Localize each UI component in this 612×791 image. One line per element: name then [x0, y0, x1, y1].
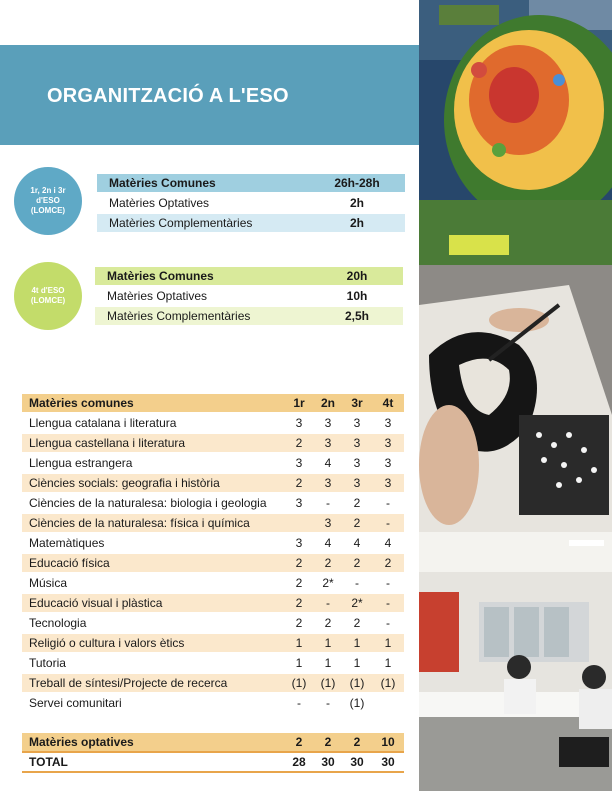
- hours-1r: 2: [295, 596, 303, 610]
- table-row: [22, 614, 404, 632]
- optatives-1r: 2: [295, 735, 303, 749]
- table-row: [22, 534, 404, 552]
- column-header-subject: Matèries comunes: [29, 396, 134, 410]
- total-label: TOTAL: [29, 755, 68, 769]
- hours-1r: -: [297, 696, 301, 710]
- hours-3r: (1): [349, 696, 365, 710]
- subject-name: Ciències de la naturalesa: física i química: [29, 516, 250, 530]
- hours-4t: -: [386, 616, 390, 630]
- hours-3r: 1: [353, 656, 361, 670]
- hours-row: [97, 214, 405, 232]
- hours-2n: 3: [324, 516, 332, 530]
- table-row: [22, 414, 404, 432]
- hours-2n: 4: [324, 536, 332, 550]
- hours-row-value: 2,5h: [344, 309, 369, 323]
- table-row: [22, 554, 404, 572]
- hours-2n: 2*: [322, 576, 334, 590]
- hours-3r: 2: [353, 496, 361, 510]
- badge-line: d'ESO: [36, 196, 60, 205]
- badge-line: 4t d'ESO: [31, 286, 65, 295]
- hours-row-label: Matèries Complementàries: [109, 216, 253, 230]
- hours-4t: 3: [384, 416, 392, 430]
- subject-name: Llengua catalana i literatura: [29, 416, 177, 430]
- hours-2n: 4: [324, 456, 332, 470]
- hours-row: [95, 307, 403, 325]
- table-row: [22, 674, 404, 692]
- table-row: [22, 494, 404, 512]
- hours-3r: 2: [353, 516, 361, 530]
- subject-name: Música: [29, 576, 68, 590]
- table-row: [22, 474, 404, 492]
- column-header-2n: 2n: [320, 396, 335, 410]
- hours-row-value: 2h: [349, 196, 364, 210]
- hours-2n: 3: [324, 416, 332, 430]
- title-banner: [0, 45, 419, 145]
- hours-1r: 1: [295, 636, 303, 650]
- total-4t: 30: [381, 755, 395, 769]
- subject-name: Educació física: [29, 556, 110, 570]
- hours-1r: 3: [295, 536, 303, 550]
- hours-2n: 1: [324, 636, 332, 650]
- cell-model-photo: [419, 0, 612, 265]
- hours-1r: 3: [295, 416, 303, 430]
- page-title: ORGANITZACIÓ A L'ESO: [47, 85, 289, 107]
- subjects-header-row: [22, 394, 404, 412]
- eso-4-badge: [14, 262, 82, 330]
- hours-3r: 1: [353, 636, 361, 650]
- hours-4t: 2: [384, 556, 392, 570]
- hours-1r: 2: [295, 556, 303, 570]
- hours-3r: 2*: [351, 596, 363, 610]
- hours-4t: 4: [384, 536, 392, 550]
- hours-3r: 2: [353, 556, 361, 570]
- drawing-photo: [419, 265, 612, 532]
- hours-row-label: Matèries Comunes: [109, 176, 216, 190]
- hours-2n: -: [326, 596, 330, 610]
- table-row: [22, 434, 404, 452]
- eso-1-3-badge: [14, 167, 82, 235]
- hours-1r: 2: [295, 616, 303, 630]
- optatives-3r: 2: [353, 735, 361, 749]
- hours-row: [97, 174, 405, 192]
- hours-1r: 2: [295, 576, 303, 590]
- hours-row: [97, 194, 405, 212]
- badge-line: (LOMCE): [30, 296, 66, 305]
- hours-2n: (1): [320, 676, 336, 690]
- hours-row-value: 20h: [346, 269, 368, 283]
- hours-1r: 2: [295, 476, 303, 490]
- table-row: [22, 514, 404, 532]
- hours-4t: -: [386, 496, 390, 510]
- column-header-3r: 3r: [351, 396, 363, 410]
- hours-row-value: 2h: [349, 216, 364, 230]
- hours-1r: 3: [295, 496, 303, 510]
- badge-line: 1r, 2n i 3r: [30, 186, 66, 195]
- table-row: [22, 594, 404, 612]
- column-header-1r: 1r: [293, 396, 305, 410]
- hours-4t: -: [386, 596, 390, 610]
- hours-2n: 1: [324, 656, 332, 670]
- table-row: [22, 454, 404, 472]
- hours-2n: 3: [324, 436, 332, 450]
- subject-name: Servei comunitari: [29, 696, 122, 710]
- optatives-row: [22, 733, 404, 751]
- hours-2n: 2: [324, 556, 332, 570]
- optatives-label: Matèries optatives: [29, 735, 134, 749]
- hours-4t: (1): [380, 676, 396, 690]
- hours-row: [95, 267, 403, 285]
- optatives-4t: 10: [381, 735, 395, 749]
- laboratory-photo: [419, 532, 612, 791]
- hours-3r: (1): [349, 676, 365, 690]
- hours-2n: 3: [324, 476, 332, 490]
- total-row: [22, 753, 404, 771]
- hours-row-value: 10h: [346, 289, 368, 303]
- hours-4t: 3: [384, 476, 392, 490]
- hours-1r: 2: [295, 436, 303, 450]
- column-header-4t: 4t: [382, 396, 394, 410]
- hours-3r: 2: [353, 616, 361, 630]
- hours-2n: -: [326, 696, 330, 710]
- hours-row-label: Matèries Complementàries: [107, 309, 251, 323]
- hours-row-label: Matèries Comunes: [107, 269, 214, 283]
- hours-1r: 1: [295, 656, 303, 670]
- subject-name: Tecnologia: [29, 616, 87, 630]
- hours-3r: 3: [353, 476, 361, 490]
- hours-3r: -: [355, 576, 359, 590]
- hours-4t: 3: [384, 436, 392, 450]
- subject-name: Religió o cultura i valors ètics: [29, 636, 185, 650]
- hours-3r: 3: [353, 416, 361, 430]
- table-row: [22, 634, 404, 652]
- optatives-2n: 2: [324, 735, 332, 749]
- total-1r: 28: [292, 755, 306, 769]
- total-3r: 30: [350, 755, 364, 769]
- hours-4t: -: [386, 576, 390, 590]
- hours-row-value: 26h-28h: [334, 176, 380, 190]
- table-row: [22, 654, 404, 672]
- table-row: [22, 574, 404, 592]
- hours-row-label: Matèries Optatives: [107, 289, 208, 303]
- subject-name: Educació visual i plàstica: [29, 596, 163, 610]
- table-row: [22, 694, 404, 712]
- hours-row-label: Matèries Optatives: [109, 196, 210, 210]
- subject-name: Treball de síntesi/Projecte de recerca: [29, 676, 228, 690]
- badge-line: (LOMCE): [30, 206, 66, 215]
- subject-name: Tutoria: [29, 656, 66, 670]
- hours-4t: 1: [384, 656, 392, 670]
- subject-name: Llengua estrangera: [29, 456, 133, 470]
- hours-row: [95, 287, 403, 305]
- hours-4t: 1: [384, 636, 392, 650]
- total-2n: 30: [321, 755, 335, 769]
- hours-4t: -: [386, 516, 390, 530]
- hours-4t: 3: [384, 456, 392, 470]
- hours-3r: 3: [353, 456, 361, 470]
- subject-name: Matemàtiques: [29, 536, 105, 550]
- hours-3r: 4: [353, 536, 361, 550]
- hours-2n: 2: [324, 616, 332, 630]
- hours-2n: -: [326, 496, 330, 510]
- hours-1r: (1): [291, 676, 307, 690]
- hours-1r: 3: [295, 456, 303, 470]
- hours-3r: 3: [353, 436, 361, 450]
- subject-name: Ciències de la naturalesa: biologia i geologia: [29, 496, 267, 510]
- subject-name: Llengua castellana i literatura: [29, 436, 186, 450]
- subject-name: Ciències socials: geografia i història: [29, 476, 220, 490]
